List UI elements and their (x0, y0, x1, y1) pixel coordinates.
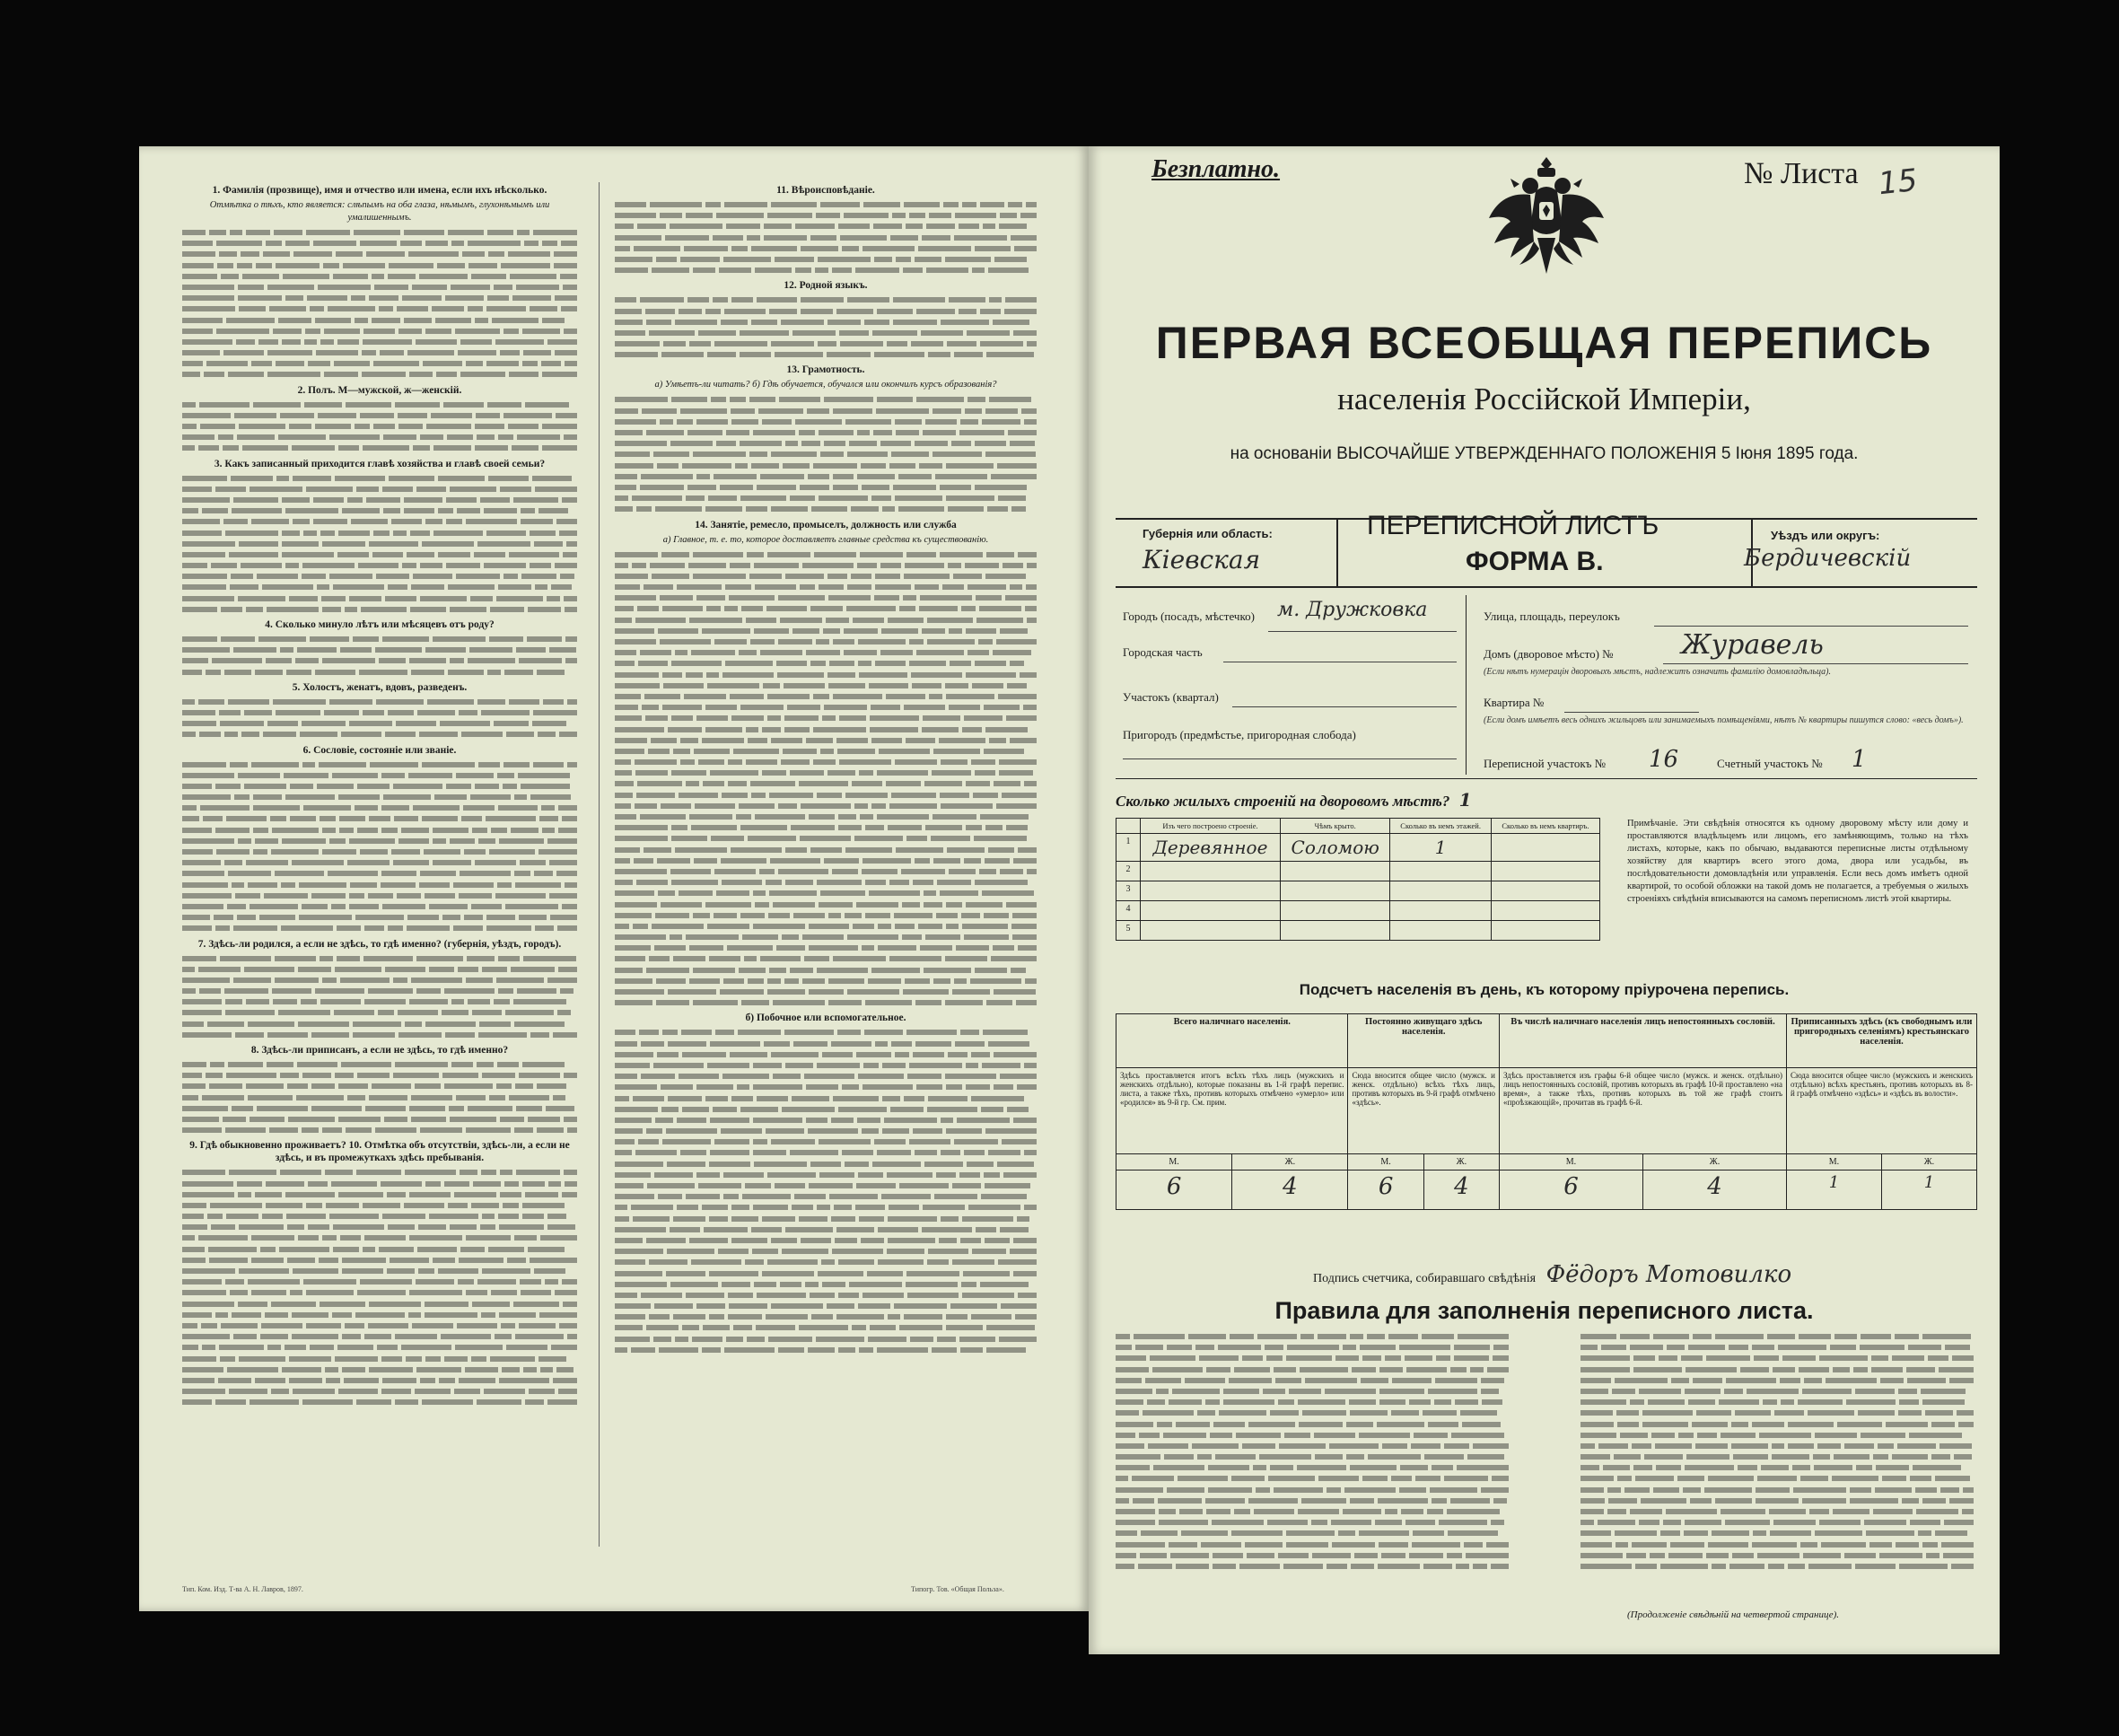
dwelling-cell (1390, 921, 1492, 941)
sex-header: М. (1116, 1154, 1232, 1170)
dwelling-cell (1141, 862, 1281, 881)
section-title: 14. Занятіе, ремесло, промыселъ, должность или служба (695, 519, 957, 530)
section-title: 12. Родной языкъ. (784, 280, 868, 292)
header-box-bottom-border (1116, 586, 1977, 588)
column-divider (599, 182, 600, 1547)
fine-print-text (1116, 1331, 1509, 1572)
fine-print-text (1580, 1331, 1974, 1572)
count-value: 4 (1232, 1170, 1348, 1210)
fine-print-text (182, 1167, 577, 1407)
dwelling-cell (1141, 901, 1281, 921)
precinct-label: Участокъ (квартал) (1123, 690, 1219, 704)
census-taker-label: Подпись счетчика, собиравшаго свѣдѣнія (1313, 1272, 1537, 1285)
section-title: 13. Грамотность. (786, 364, 865, 376)
count-value: 4 (1423, 1170, 1499, 1210)
count-head-nonpermanent: Въ числѣ наличнаго населенія лицъ непостоянныхъ сословій. (1499, 1014, 1786, 1068)
sex-header: Ж. (1642, 1154, 1786, 1170)
street-label: Улица, площадь, переулокъ (1484, 609, 1620, 623)
section-subtitle: а) Главное, т. е. то, которое доставляетъ главные средства къ существованію. (662, 534, 989, 545)
fine-print-text (182, 634, 577, 678)
count-value: 6 (1116, 1170, 1232, 1210)
dwelling-question (1116, 789, 1472, 811)
form-label: ФОРМА В. (1466, 547, 1604, 576)
dwelling-row-number: 4 (1116, 901, 1141, 921)
town-value: м. Дружковка (1277, 599, 1428, 621)
house-label: Домъ (дворовое мѣсто) № (1484, 647, 1614, 661)
dwelling-table (1116, 818, 1600, 941)
section-title: 6. Сословіе, состояніе или званіе. (302, 744, 457, 756)
double-headed-eagle-emblem (1484, 155, 1609, 281)
dwelling-header-floors: Сколько въ немъ этажей. (1390, 819, 1492, 834)
section-title: 5. Холостъ, женатъ, вдовъ, разведенъ. (292, 681, 468, 693)
legal-basis: на основаніи ВЫСОЧАЙШЕ УТВЕРЖДЕННАГО ПОЛОЖЕНІЯ 5 Іюня 1895 года. (1230, 444, 1859, 463)
dwelling-cell (1281, 881, 1390, 901)
sex-header: Ж. (1232, 1154, 1348, 1170)
section-subtitle: Отмѣтка о тѣхъ, кто является: слѣпымъ на оба глаза, нѣмымъ, глухонѣмымъ или умалишеннымъ. (209, 200, 550, 223)
dwelling-header-material: Изъ чего построено строеніе. (1141, 819, 1281, 834)
dwelling-row-number: 3 (1116, 881, 1141, 901)
count-head-total: Всего наличнаго населенія. (1116, 1014, 1348, 1068)
dwelling-question-text: Сколько жилыхъ строеній на дворовомъ мѣстѣ? (1116, 793, 1450, 810)
dwelling-cell-apartments (1491, 834, 1599, 862)
count-head-peasants: Приписанныхъ здѣсь (къ свободнымъ или пригородныхъ селеніямъ) крестьянскаго населенія. (1786, 1014, 1976, 1068)
dwelling-header-roof: Чѣмъ крыто. (1281, 819, 1390, 834)
census-sheet-label: ПЕРЕПИСНОЙ ЛИСТЪ (1367, 511, 1659, 540)
fine-print-text (182, 697, 577, 741)
count-value: 4 (1642, 1170, 1786, 1210)
town-line (1268, 631, 1457, 632)
dwelling-cell-floors: 1 (1390, 834, 1492, 862)
rules-column-1 (1116, 1331, 1509, 1572)
note-paragraph: Примѣчаніе. Эти свѣдѣнія относятся къ одному дворовому мѣсту или дому и проставляются владѣльцемъ или лицомъ, его замѣняющимъ, только на тѣхъ листахъ, которые, какъ по обычаю, выдаваются переписные листы отдѣльному хозяйству для квартиръ всего этого дома, двора или усадьбы, въ послѣдовательности домовладѣнія или управленія. Если весь домъ имѣетъ одной квартирой, то особой обложки на такой домъ не полагается, а требуемыя о жилыхъ строеніяхъ свѣдѣнія вписываются на самомъ переписномъ листѣ этой квартиры. (1627, 819, 1968, 904)
count-value: 6 (1348, 1170, 1423, 1210)
dwelling-cell (1281, 901, 1390, 921)
apartment-label: Квартира № (1484, 696, 1545, 709)
printer-imprint-left: Тип. Ком. Изд. Т-ва А. Н. Лавров, 1897. (182, 1585, 303, 1593)
suburb-line (1123, 758, 1457, 759)
rules-title: Правила для заполненія переписного листа. (1274, 1297, 1814, 1324)
house-note: (Если нѣтъ нумерацін дворовыхъ мѣстъ, надлежитъ означить фамилію домовладѣльца). (1484, 667, 1831, 677)
dwelling-cell (1491, 921, 1599, 941)
dwelling-header-apartments: Сколько въ немъ квартиръ. (1491, 819, 1599, 834)
section-title: 7. Здѣсь-ли родился, а если не здѣсь, то гдѣ именно? (губернія, уѣздъ, городъ). (197, 938, 562, 950)
rules-continued-note: (Продолженіе свѣдѣній на четвертой странице). (1627, 1609, 1840, 1620)
apartment-note: (Если домъ имѣетъ весь однихъ жильцовъ или занимаемыхъ помѣщеніями, нѣтъ № квартиры пишутся слово: «весь домъ»). (1484, 715, 1964, 725)
population-count-table (1116, 1013, 1977, 1210)
count-head-permanent: Постоянно живущаго здѣсь населенія. (1348, 1014, 1500, 1068)
sex-header: М. (1786, 1154, 1881, 1170)
dwelling-cell (1390, 862, 1492, 881)
sheet-number-label: № Листа (1744, 157, 1859, 190)
precinct-line (1232, 706, 1457, 707)
printer-imprint-right: Типогр. Тов. «Общая Польза». (911, 1585, 1004, 1593)
fine-print-text (615, 549, 1037, 1009)
section-title: 2. Полъ. М—мужской, ж—женскій. (297, 384, 462, 396)
instructions-column-2 (615, 180, 1037, 1355)
dwelling-cell (1491, 881, 1599, 901)
fine-print-text (182, 953, 577, 1041)
town-part-label: Городская часть (1123, 645, 1203, 659)
census-district-value: 16 (1649, 746, 1679, 773)
house-line (1663, 663, 1968, 664)
fine-print-text (182, 399, 577, 454)
dwelling-row-number: 2 (1116, 862, 1141, 881)
right-page (1089, 146, 2000, 1654)
dwelling-row-number: 5 (1116, 921, 1141, 941)
province-value: Кіевская (1143, 545, 1261, 574)
dwelling-cell-roof: Соломою (1281, 834, 1390, 862)
address-divider (1466, 595, 1467, 775)
fine-print-text (182, 759, 577, 934)
count-desc-permanent: Сюда вносится общее число (мужск. и женск. отдѣльно) всѣхъ тѣхъ лицъ, противъ которыхъ въ 9-й графѣ отмѣчено «здѣсь». (1348, 1068, 1500, 1154)
fine-print-text (615, 199, 1037, 276)
instructions-column-1 (182, 180, 577, 1407)
count-value: 1 (1786, 1170, 1881, 1210)
population-count-title: Подсчетъ населенія въ день, къ которому пріурочена перепись. (1299, 981, 1790, 998)
section-subtitle: а) Умѣетъ-ли читать? б) Гдѣ обучается, обучался или окончилъ курсъ образованія? (654, 380, 997, 390)
fine-print-text (182, 473, 577, 615)
census-taker-signature: Фёдоръ Мотовилко (1545, 1261, 1792, 1288)
left-page (139, 146, 1089, 1611)
address-bottom-border (1116, 778, 1977, 779)
fine-print-text (615, 294, 1037, 360)
dwelling-cell-material: Деревянное (1141, 834, 1281, 862)
sex-header: Ж. (1881, 1154, 1976, 1170)
dwelling-table-corner (1116, 819, 1141, 834)
census-subtitle: населенія Россійской Имперіи, (1337, 381, 1751, 416)
fine-print-text (615, 1027, 1037, 1355)
district-label: Уѣздъ или округъ: (1771, 529, 1880, 542)
dwelling-answer: 1 (1458, 789, 1472, 811)
dwelling-row-number: 1 (1116, 834, 1141, 862)
town-label: Городъ (посадъ, мѣстечко) (1123, 609, 1255, 623)
count-desc-total: Здѣсь проставляется итогъ всѣхъ тѣхъ лицъ (мужскихъ и женскихъ отдѣльно), которые показаны въ 1-й графѣ перепис. листа, а также тѣхъ, противъ которыхъ отмѣчено «умерло» или «родился» въ 9-й гр. См. прим. (1116, 1068, 1348, 1154)
counting-district-value: 1 (1852, 746, 1867, 773)
dwelling-cell (1281, 862, 1390, 881)
section-title: 1. Фамилія (прозвище), имя и отчество или имена, если ихъ нѣсколько. (212, 185, 547, 196)
dwelling-cell (1390, 901, 1492, 921)
dwelling-cell (1141, 881, 1281, 901)
dwelling-cell (1390, 881, 1492, 901)
count-value: 1 (1881, 1170, 1976, 1210)
fine-print-text (182, 227, 577, 381)
count-desc-peasants: Сюда вносится общее число (мужскихъ и женскихъ отдѣльно) всѣхъ крестьянъ, противъ которыхъ въ 8-й графѣ отмѣчено «здѣсь» и «здѣсь въ волости». (1786, 1068, 1976, 1154)
suburb-label: Пригородъ (предмѣстье, пригородная слобода) (1123, 728, 1356, 741)
sex-header: М. (1499, 1154, 1642, 1170)
house-value: Журавель (1681, 629, 1824, 661)
section-title: 8. Здѣсь-ли приписанъ, а если не здѣсь, то гдѣ именно? (250, 1045, 509, 1056)
census-title: ПЕРВАЯ ВСЕОБЩАЯ ПЕРЕПИСЬ (1155, 318, 1933, 368)
dwelling-cell (1281, 921, 1390, 941)
section-title: 3. Какъ записанный приходится главѣ хозяйства и главѣ своей семьи? (214, 458, 546, 469)
rules-column-2 (1580, 1331, 1974, 1572)
header-box-divider-1 (1336, 518, 1338, 588)
street-line (1654, 626, 1968, 627)
dwelling-cell (1491, 862, 1599, 881)
counting-district-label: Счетный участокъ № (1717, 757, 1823, 770)
section-title: б) Побочное или вспомогательное. (745, 1013, 906, 1024)
census-district-label: Переписной участокъ № (1484, 757, 1607, 770)
dwelling-cell (1141, 921, 1281, 941)
province-label: Губернія или область: (1143, 527, 1273, 540)
apartment-line (1564, 712, 1699, 713)
free-label: Безплатно. (1151, 155, 1281, 183)
section-title: 11. Вѣроисповѣданіе. (776, 185, 875, 196)
sex-header: М. (1348, 1154, 1423, 1170)
count-value: 6 (1499, 1170, 1642, 1210)
section-title: 9. Гдѣ обыкновенно проживаетъ? 10. Отмѣтка объ отсутствіи, здѣсь-ли, а если не здѣсь, и въ промежуткахъ здѣсь пребыванія. (189, 1140, 570, 1164)
census-taker-line (1313, 1261, 1791, 1288)
district-value: Бердичевскій (1744, 545, 1912, 572)
sex-header: Ж. (1423, 1154, 1499, 1170)
section-title: 4. Сколько минуло лѣтъ или мѣсяцевъ отъ роду? (265, 619, 495, 630)
dwelling-cell (1491, 901, 1599, 921)
fine-print-text (615, 394, 1037, 514)
sheet-number-value: 15 (1877, 162, 1920, 203)
fine-print-text (182, 1059, 577, 1135)
count-desc-nonpermanent: Здѣсь проставляется изъ графы 6-й общее число (мужск. и женск. отдѣльно) лицъ непостоянныхъ сословій, противъ которыхъ въ графѣ 10-й проставлено «на время», а также тѣхъ, противъ которыхъ въ той же графѣ стоитъ «проѣзжающій», прочитав въ графѣ 6-й. (1499, 1068, 1786, 1154)
